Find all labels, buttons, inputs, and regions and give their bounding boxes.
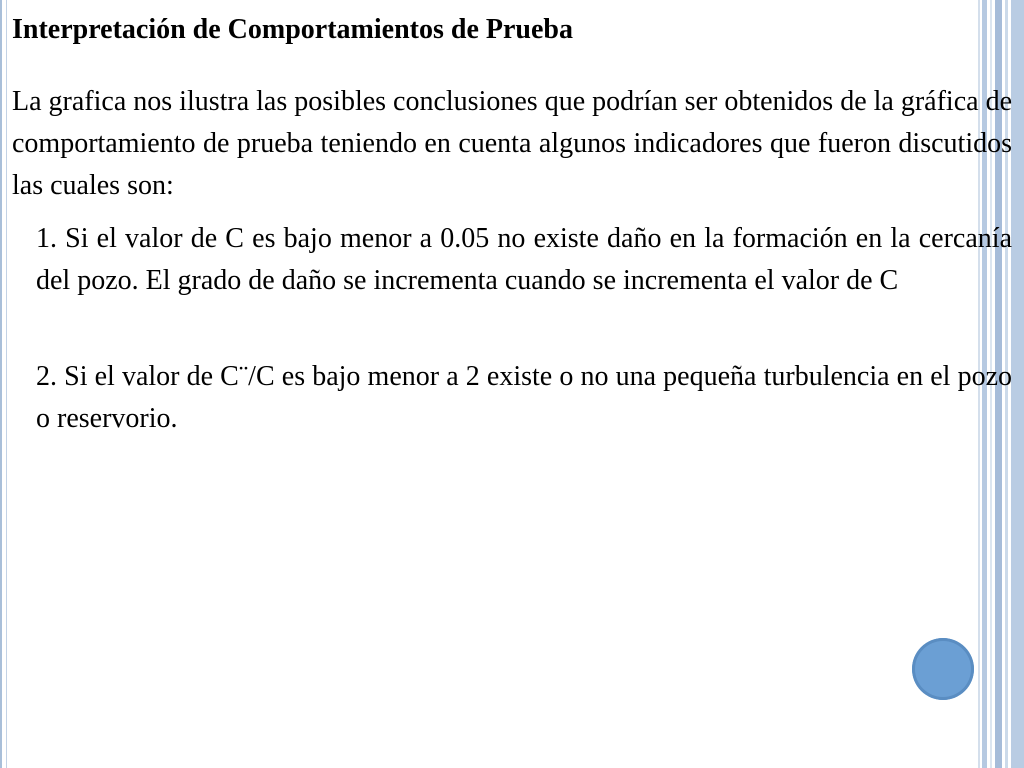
left-border-line — [0, 0, 2, 768]
intro-paragraph: La grafica nos ilustra las posibles conclusiones que podrían ser obtenidos de la gráfica de comportamiento de prueba teniendo en cuenta algunos indicadores que fueron discutidos las cuales son: — [12, 86, 1012, 201]
slide-title: Interpretación de Comportamientos de Prueba — [12, 14, 573, 45]
list-item-1: 1. Si el valor de C es bajo menor a 0.05 no existe daño en la formación en la cercanía del pozo. El grado de daño se incrementa cuando se incrementa el valor de C — [36, 223, 1012, 296]
decorative-circle — [912, 638, 974, 700]
stripe — [1011, 0, 1024, 768]
list-item-2: 2. Si el valor de C¨/C es bajo menor a 2 existe o no una pequeña turbulencia en el pozo o reservorio. — [36, 361, 1012, 434]
left-border-line-inner — [6, 0, 7, 768]
